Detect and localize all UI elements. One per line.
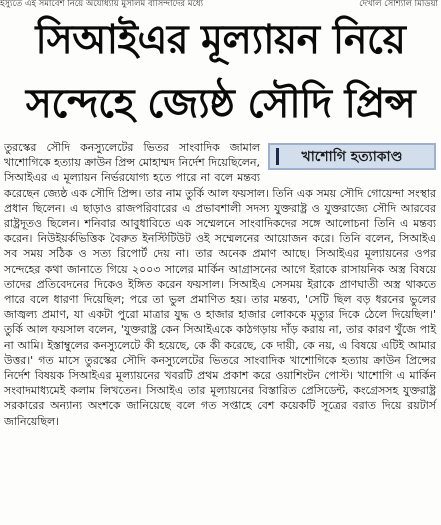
article-body xyxy=(4,140,436,429)
adjacent-article-text: দেখাল সোশ্যাল মিডিয়া xyxy=(359,0,438,9)
topic-label: খাশোগি হত্যাকাণ্ড xyxy=(301,149,403,165)
headline-line-2: সন্দেহে জ্যেষ্ঠ সৌদি প্রিন্স xyxy=(25,81,416,127)
previous-article-text: ইস্যুতে এই সমাবেশ নিয়ে অযোধ্যায় মুসলিম বাসিন্দাদের মধ্যে xyxy=(0,0,204,9)
previous-article-strip xyxy=(0,0,441,10)
article-paragraph: তুরস্কের সৌদি কনস্যুলেটের ভিতর সাংবাদিক জামাল খাশোগিকে হত্যায় ক্রাউন প্রিন্স মোহাম্মদ নির্দেশ দিয়েছিলেন, সিআইএর এ মূল্যায়ন নির্ভরযোগ্য হতে পারে না বলে মন্তব্য করেছেন জ্যেষ্ঠ এক সৌদি প্রিন্স। তার নাম তুর্কি আল ফয়সাল। তিনি এক সময় সৌদি গোয়েন্দা সংস্থার প্রধান ছিলেন। এ ছাড়াও রাজপরিবারের এ প্রভাবশালী সদস্য যুক্তরাষ্ট্র ও যুক্তরাজ্যে সৌদি আরবের রাষ্ট্রদূতও ছিলেন। শনিবার আবুধাবিতে এক সম্মেলনে সাংবাদিকদের সঙ্গে আলোচনা তিনি এ মন্তব্য করেন। নিউইয়র্কভিত্তিক বৈরুত ইনস্টিটিউট ওই সম্মেলনের আয়োজন করে। তিনি বলেন, সিআইএ সব সময় সঠিক ও সত্য রিপোর্ট দেয় না। তার অনেক প্রমাণ আছে। সিআইএর মূল্যায়নের ওপর সন্দেহের কথা জানাতে গিয়ে ২০০৩ সালের মার্কিন আগ্রাসনের আগে ইরাকে রাসায়নিক অস্ত্র বিষয়ে তাদের প্রতিবেদনের দিকেও ইঙ্গিত করেন ফয়সাল। সিআইএ সেসময় ইরাকে প্রাণঘাতী অস্ত্র থাকতে পারে বলে ধারণা দিয়েছিল; পরে তা ভুল প্রমাণিত হয়। তার মন্তব্য, 'সেটি ছিল বড় ধরনের ভুলের জাজ্বল্য প্রমাণ, যা একটা পুরো মাত্রার যুদ্ধ ও হাজার হাজার লোককে মৃত্যুর দিকে ঠেলে দিয়েছিল।' তুর্কি আল ফয়সাল বলেন, 'যুক্তরাষ্ট্র কেন সিআইএকে কাঠগড়ায় দাঁড় করায় না, তার কারণ খুঁজে পাই না আমি। ইস্তাম্বুলের কনস্যুলেটে কী হয়েছে, কে কী করেছে, কে দায়ী, কে নয়, এ বিষয়ে এটিই আমার উত্তর।' গত মাসে তুরস্কের সৌদি কনস্যুলেটের ভিতরে সাংবাদিক খাশোগিকে হত্যায় ক্রাউন প্রিন্সের নির্দেশ বিষয়ক সিআইএর মূল্যায়নের খবরটি প্রথম প্রকাশ করে ওয়াশিংটন পোস্ট। খাশোগি এ মার্কিন সংবাদমাধ্যমেই কলাম লিখতেন। সিআইএ তার মূল্যায়নের বিস্তারিত প্রেসিডেন্ট, কংগ্রেসসহ যুক্তরাষ্ট্র সরকারের অন্যান্য অংশকে জানিয়েছে বলে গত সপ্তাহে বেশ কয়েকটি সূত্রের বরাত দিয়ে রয়টার্স জানিয়েছিল। xyxy=(4,141,436,428)
headline-line-1: সিআইএর মূল্যায়ন নিয়ে xyxy=(35,17,406,63)
topic-label-box xyxy=(268,143,436,170)
